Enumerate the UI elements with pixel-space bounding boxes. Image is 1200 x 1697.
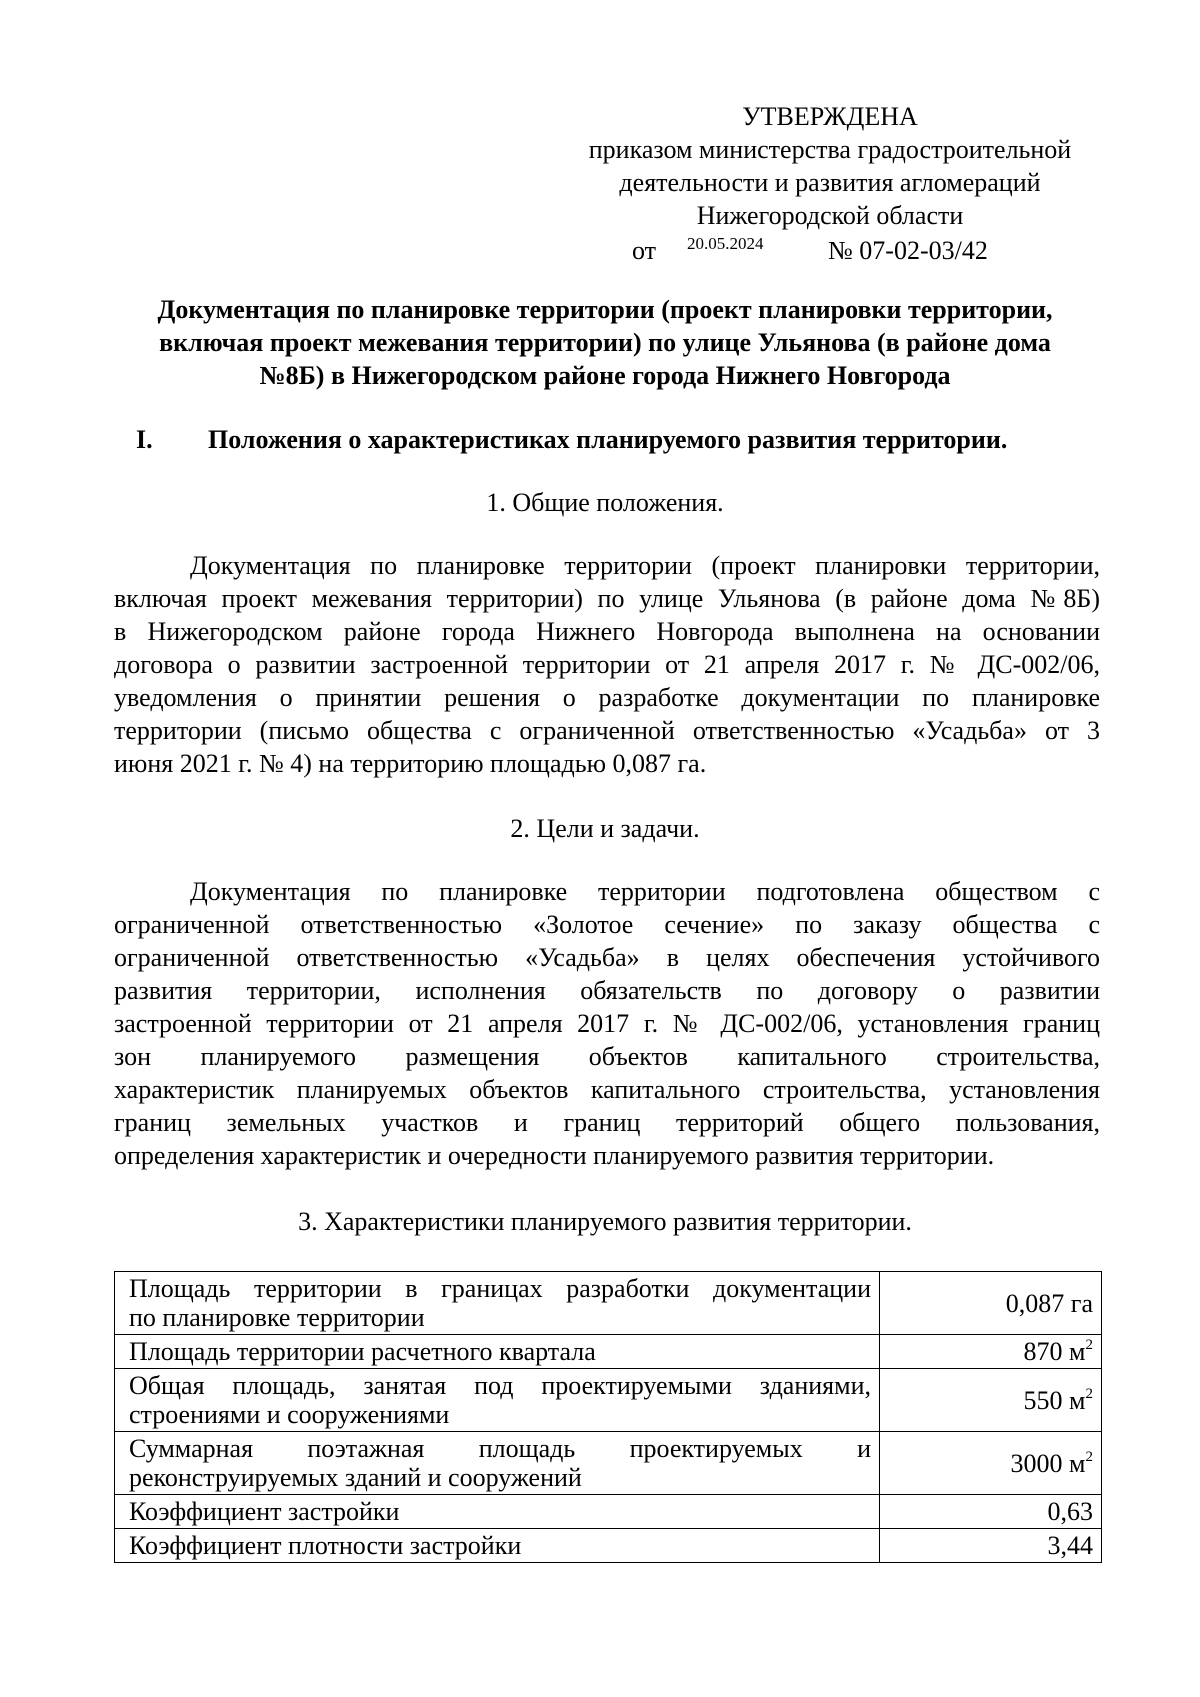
value-text: 0,087 га <box>1005 1288 1093 1318</box>
table-cell-name <box>115 1495 880 1529</box>
title-line: включая проект межевания территории) по улице Ульянова (в районе дома <box>159 328 1051 357</box>
paragraph-line: уведомления о принятии решения о разработке документации по планировке <box>114 683 1100 712</box>
paragraph-goals <box>114 875 1100 1172</box>
paragraph-line: ограниченной ответственностью «Золотое сечение» по заказу общества с <box>114 910 1100 939</box>
table-row <box>115 1432 1102 1495</box>
paragraph-line: характеристик планируемых объектов капитального строительства, установления <box>114 1075 1100 1104</box>
paragraph-line: Документация по планировке территории подготовлена обществом с <box>190 877 1100 906</box>
from-label: от <box>632 236 657 265</box>
approval-line-1: приказом министерства градостроительной <box>588 135 1072 164</box>
value-sup: 2 <box>1085 1385 1093 1402</box>
table-row <box>115 1272 1102 1335</box>
approval-date: 20.05.2024 <box>687 234 764 253</box>
cell-line: по планировке территории <box>129 1303 425 1332</box>
table-row <box>115 1529 1102 1563</box>
title-line: Документация по планировке территории (проект планировки территории, <box>157 295 1053 324</box>
paragraph-line: июня 2021 г. № 4) на территорию площадью 0,087 га. <box>114 749 707 778</box>
cell-line: Общая площадь, занятая под проектируемыми зданиями, <box>129 1371 871 1400</box>
document-title <box>110 293 1100 392</box>
table-row <box>115 1369 1102 1432</box>
value-text: 870 м <box>1023 1337 1086 1366</box>
value-text: 0,63 <box>1047 1497 1093 1526</box>
paragraph-line: ограниченной ответственностью «Усадьба» в целях обеспечения устойчивого <box>114 943 1100 972</box>
value-text: 550 м <box>1023 1385 1086 1415</box>
table-cell-value <box>880 1272 1102 1335</box>
table-cell-value <box>880 1369 1102 1432</box>
approval-line-3: Нижегородской области <box>696 201 964 230</box>
paragraph-line: зон планируемого размещения объектов капитального строительства, <box>114 1042 1100 1071</box>
paragraph-line: застроенной территории от 21 апреля 2017 г. № ДС-002/06, установления границ <box>114 1009 1100 1038</box>
subsection-goals-heading: 2. Цели и задачи. <box>510 814 700 843</box>
table-cell-value <box>880 1432 1102 1495</box>
paragraph-line: определения характеристик и очередности планируемого развития территории. <box>114 1141 995 1170</box>
table-cell-value <box>880 1529 1102 1563</box>
section-number: I. <box>136 425 153 454</box>
paragraph-general <box>114 549 1100 780</box>
cell-line: реконструируемых зданий и сооружений <box>129 1463 582 1492</box>
table-cell-name <box>115 1369 880 1432</box>
value-text: 3000 м <box>1010 1448 1086 1478</box>
cell-line: Площадь территории расчетного квартала <box>129 1337 596 1366</box>
subsection-general-heading: 1. Общие положения. <box>486 488 724 517</box>
paragraph-line: границ земельных участков и границ территорий общего пользования, <box>114 1108 1100 1137</box>
table-cell-name <box>115 1432 880 1495</box>
table-cell-name <box>115 1335 880 1369</box>
approval-line-2: деятельности и развития агломераций <box>619 168 1041 197</box>
cell-line: строениями и сооружениями <box>129 1400 450 1429</box>
approval-block <box>560 100 1100 268</box>
approval-date-line <box>560 232 1100 268</box>
table-cell-name <box>115 1272 880 1335</box>
cell-line: Коэффициент застройки <box>129 1497 400 1526</box>
table-cell-value <box>880 1335 1102 1369</box>
paragraph-line: территории (письмо общества с ограниченной ответственностью «Усадьба» от 3 <box>114 716 1100 745</box>
paragraph-line: Документация по планировке территории (проект планировки территории, <box>190 551 1100 580</box>
subsection-characteristics-heading: 3. Характеристики планируемого развития территории. <box>298 1207 912 1236</box>
cell-line: Коэффициент плотности застройки <box>129 1531 522 1560</box>
paragraph-line: включая проект межевания территории) по улице Ульянова (в районе дома №8Б) <box>114 584 1100 613</box>
paragraph-line: договора о развитии застроенной территории от 21 апреля 2017 г. № ДС-002/06, <box>114 650 1100 679</box>
section-title: Положения о характеристиках планируемого развития территории. <box>208 425 1008 454</box>
table-cell-value <box>880 1495 1102 1529</box>
cell-line: Площадь территории в границах разработки документации <box>129 1274 871 1303</box>
approval-status: УТВЕРЖДЕНА <box>742 102 918 131</box>
table-row <box>115 1335 1102 1369</box>
table-cell-name <box>115 1529 880 1563</box>
paragraph-line: в Нижегородском районе города Нижнего Новгорода выполнена на основании <box>114 617 1100 646</box>
paragraph-line: развития территории, исполнения обязательств по договору о развитии <box>114 976 1100 1005</box>
cell-line: Суммарная поэтажная площадь проектируемых и <box>129 1434 871 1463</box>
characteristics-table <box>114 1271 1102 1563</box>
table-row <box>115 1495 1102 1529</box>
title-line: №8Б) в Нижегородском районе города Нижнего Новгорода <box>259 361 951 390</box>
value-text: 3,44 <box>1047 1531 1093 1560</box>
value-sup: 2 <box>1085 1448 1093 1465</box>
order-number: № 07-02-03/42 <box>828 236 988 265</box>
value-sup: 2 <box>1085 1337 1093 1353</box>
